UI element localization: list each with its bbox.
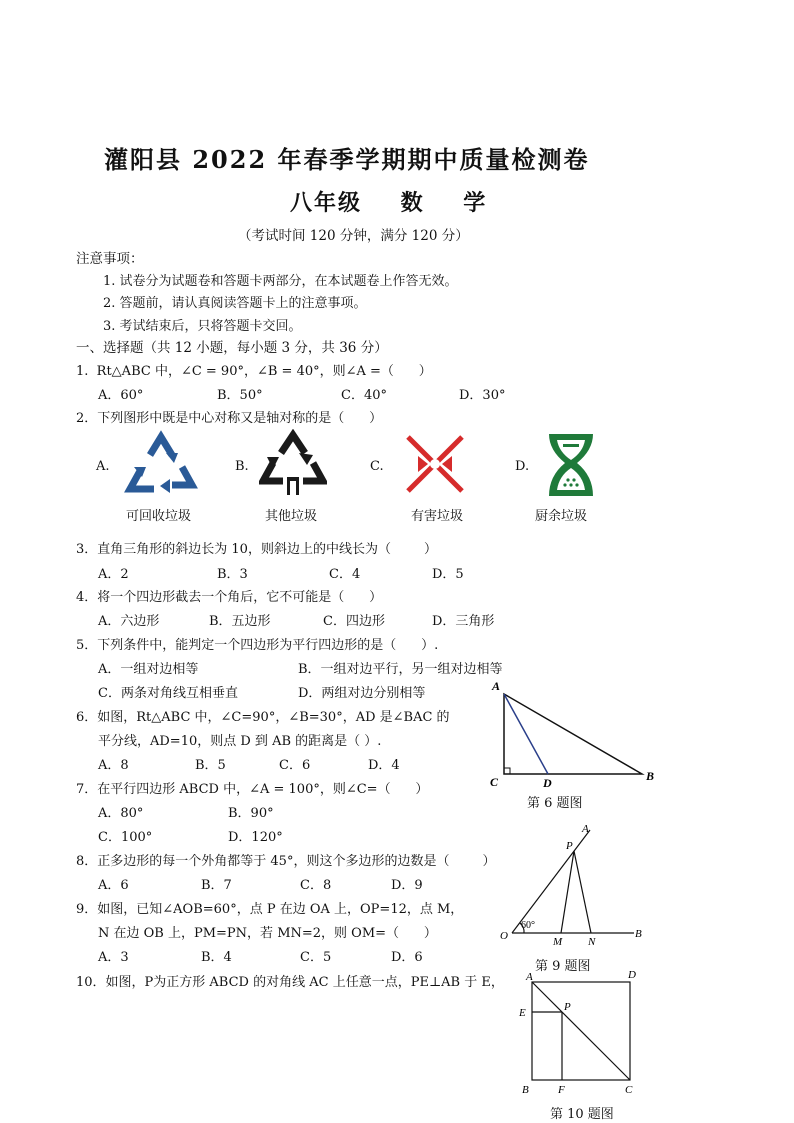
point-label: O [500,930,508,942]
option: D．4 [368,758,400,773]
angle-label: 60° [521,920,535,931]
option: A．3 [98,950,129,965]
option: B．一组对边平行，另一组对边相等 [298,662,503,677]
option: D．120° [228,830,283,845]
option: A．60° [98,388,144,403]
option: C．四边形 [323,614,385,629]
question-stem: 1. Rt△ABC 中，∠C = 90°，∠B = 40°，则∠A =（ ） [76,364,432,379]
option: A．80° [98,806,144,821]
option: B．3 [217,567,248,582]
point-label: B [646,769,655,783]
kitchen-waste-icon [543,430,599,500]
option: C. [370,459,384,474]
exam-title: 灌阳县 2022 年春季学期期中质量检测卷 [104,145,590,174]
option: B．50° [217,388,263,403]
option: B．5 [195,758,226,773]
option: D．两组对边分别相等 [298,686,426,701]
question-stem: N 在边 OB 上，PM=PN，若 MN=2，则 OM=（ ） [98,926,437,941]
point-label: C [490,775,499,788]
option: C．6 [279,758,311,773]
figure-q6 [486,676,666,788]
point-label: A [526,971,533,983]
option: B. [235,459,249,474]
point-label: F [558,1084,565,1096]
option: D．6 [391,950,423,965]
option: D. [515,459,530,474]
question-stem: 2．下列图形中既是中心对称又是轴对称的是（ ） [76,411,383,426]
other-waste-icon [259,429,327,499]
point-label: D [543,776,552,788]
harmful-waste-icon [404,434,466,494]
option: A．8 [98,758,129,773]
option: A. [96,459,110,474]
question-stem: 7．在平行四边形 ABCD 中，∠A = 100°，则∠C=（ ） [76,782,429,797]
point-label: P [566,840,573,852]
exam-info: （考试时间 120 分钟，满分 120 分） [238,228,469,244]
notes-heading: 注意事项： [76,251,144,267]
question-stem: 4．将一个四边形截去一个角后，它不可能是（ ） [76,590,383,605]
question-stem: 3．直角三角形的斜边长为 10，则斜边上的中线长为（ ） [76,542,438,557]
point-label: N [588,936,596,948]
question-stem: 10．如图，P为正方形 ABCD 的对角线 AC 上任意一点，PE⊥AB 于 E， [76,975,504,990]
option: D．三角形 [432,614,495,629]
point-label: B [635,928,642,940]
option: B．90° [228,806,274,821]
option: A．6 [98,878,129,893]
option: C．100° [98,830,153,845]
section-heading: 一、选择题（共 12 小题，每小题 3 分，共 36 分） [76,340,388,356]
point-label: D [628,969,636,981]
recycle-icon [124,429,198,497]
figure-q10 [514,966,644,1100]
figure-caption: 厨余垃圾 [535,509,588,524]
figure-caption: 第 6 题图 [527,796,583,811]
point-label: A [492,679,501,693]
option: D．5 [432,567,464,582]
figure-caption: 第 10 题图 [550,1107,614,1122]
option: D．30° [459,388,506,403]
question-stem: 平分线，AD=10，则点 D 到 AB 的距离是（ ）. [98,734,382,749]
question-stem: 9．如图，已知∠AOB=60°，点 P 在边 OA 上，OP=12，点 M， [76,902,464,917]
option: C．两条对角线互相垂直 [98,686,238,701]
point-label: A [582,823,589,835]
option: D．9 [391,878,423,893]
note-item: 2. 答题前，请认真阅读答题卡上的注意事项。 [103,296,367,311]
figure-caption: 其他垃圾 [265,509,318,524]
point-label: E [519,1007,526,1019]
point-label: C [625,1084,633,1096]
point-label: M [553,936,563,948]
point-label: B [522,1084,529,1096]
point-label: P [564,1001,571,1013]
question-stem: 5．下列条件中，能判定一个四边形为平行四边形的是（ ）. [76,638,439,653]
figure-caption: 第 9 题图 [535,959,591,974]
option: A．一组对边相等 [98,662,199,677]
option: C．40° [341,388,387,403]
exam-subtitle: 八年级 数 学 [290,190,488,216]
option: B．7 [201,878,232,893]
note-item: 3. 考试结束后，只将答题卡交回。 [103,319,302,334]
option: C．5 [300,950,332,965]
figure-caption: 有害垃圾 [411,509,464,524]
option: A．2 [98,567,129,582]
option: C．4 [329,567,361,582]
note-item: 1. 试卷分为试题卷和答题卡两部分，在本试题卷上作答无效。 [103,274,458,289]
question-stem: 6．如图，Rt△ABC 中，∠C=90°，∠B=30°，AD 是∠BAC 的 [76,710,450,725]
option: B．五边形 [209,614,271,629]
figure-q9 [494,818,650,948]
figure-caption: 可回收垃圾 [126,509,192,524]
question-stem: 8．正多边形的每一个外角都等于 45°，则这个多边形的边数是（ ） [76,854,496,869]
option: A．六边形 [98,614,160,629]
option: C．8 [300,878,332,893]
option: B．4 [201,950,232,965]
